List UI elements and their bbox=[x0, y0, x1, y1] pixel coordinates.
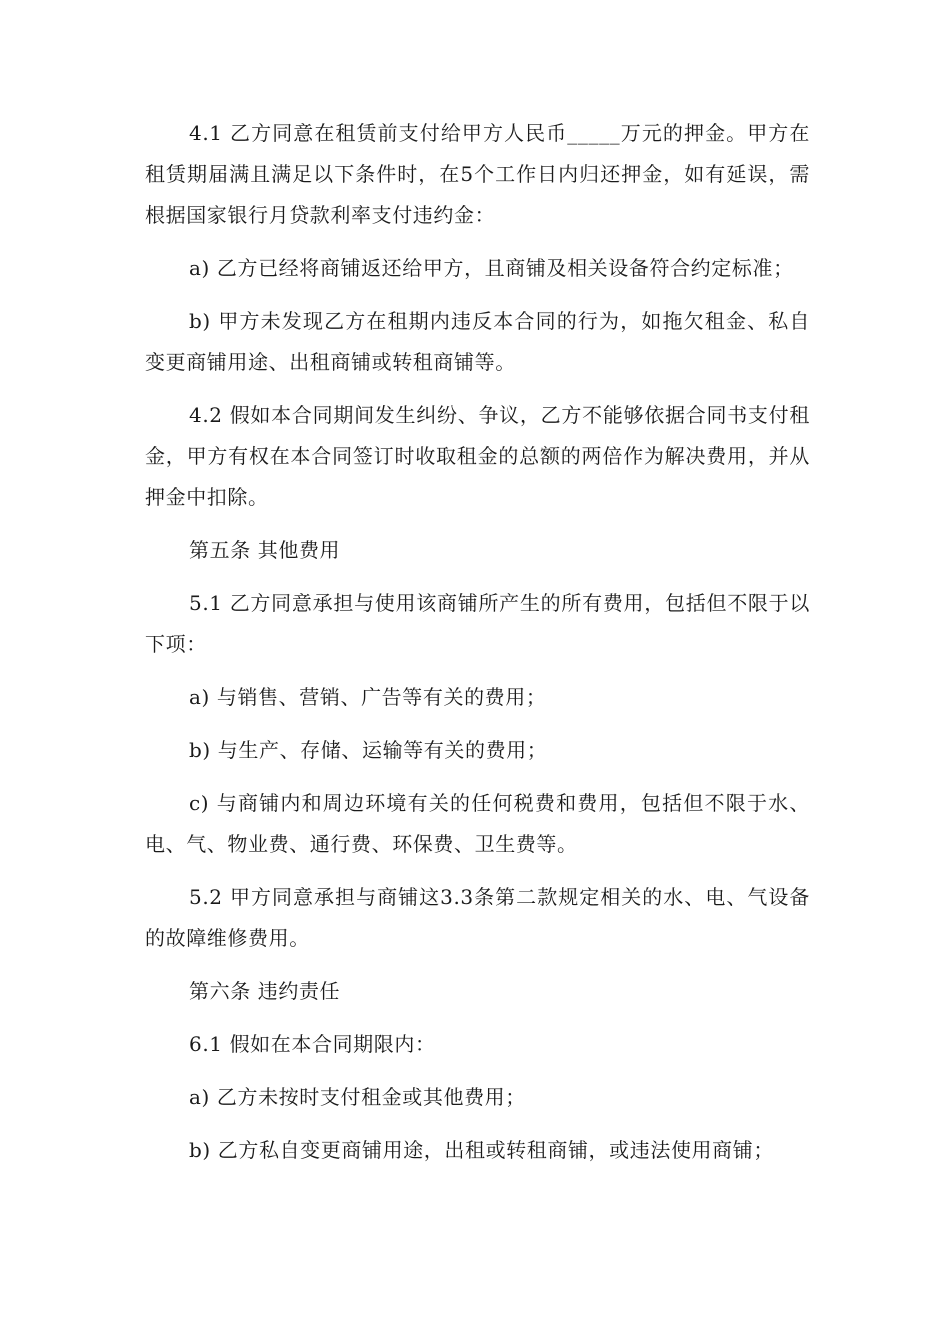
clause-5-1-item-b: b) 与生产、存储、运输等有关的费用； bbox=[189, 738, 548, 762]
clause-5-1-item-a: a) 与销售、营销、广告等有关的费用； bbox=[189, 685, 547, 709]
clause-4-2: 4.2 假如本合同期间发生纠纷、争议，乙方不能够依据合同书支付租金，甲方有权在本合同签订时收取租金的总额的两倍作为解决费用，并从押金中扣除。 bbox=[145, 403, 810, 509]
clause-6-1: 6.1 假如在本合同期限内： bbox=[189, 1032, 436, 1056]
document-body bbox=[145, 113, 810, 1183]
article-5-heading: 第五条 其他费用 bbox=[189, 538, 341, 562]
clause-4-1-item-b: b) 甲方未发现乙方在租期内违反本合同的行为，如拖欠租金、私自变更商铺用途、出租商铺或转租商铺等。 bbox=[145, 309, 810, 374]
article-6-heading: 第六条 违约责任 bbox=[189, 979, 341, 1003]
clause-5-1: 5.1 乙方同意承担与使用该商铺所产生的所有费用，包括但不限于以下项： bbox=[145, 591, 810, 656]
clause-5-1-item-c: c) 与商铺内和周边环境有关的任何税费和费用，包括但不限于水、电、气、物业费、通行费、环保费、卫生费等。 bbox=[145, 791, 810, 856]
clause-4-1: 4.1 乙方同意在租赁前支付给甲方人民币_____万元的押金。甲方在租赁期届满且满足以下条件时，在5个工作日内归还押金，如有延误，需根据国家银行月贷款利率支付违约金： bbox=[145, 121, 810, 227]
clause-4-1-item-a: a) 乙方已经将商铺返还给甲方，且商铺及相关设备符合约定标准； bbox=[189, 256, 794, 280]
clause-6-1-item-b: b) 乙方私自变更商铺用途，出租或转租商铺，或违法使用商铺； bbox=[189, 1138, 774, 1162]
clause-6-1-item-a: a) 乙方未按时支付租金或其他费用； bbox=[189, 1085, 526, 1109]
clause-5-2: 5.2 甲方同意承担与商铺这3.3条第二款规定相关的水、电、气设备的故障维修费用。 bbox=[145, 885, 810, 950]
